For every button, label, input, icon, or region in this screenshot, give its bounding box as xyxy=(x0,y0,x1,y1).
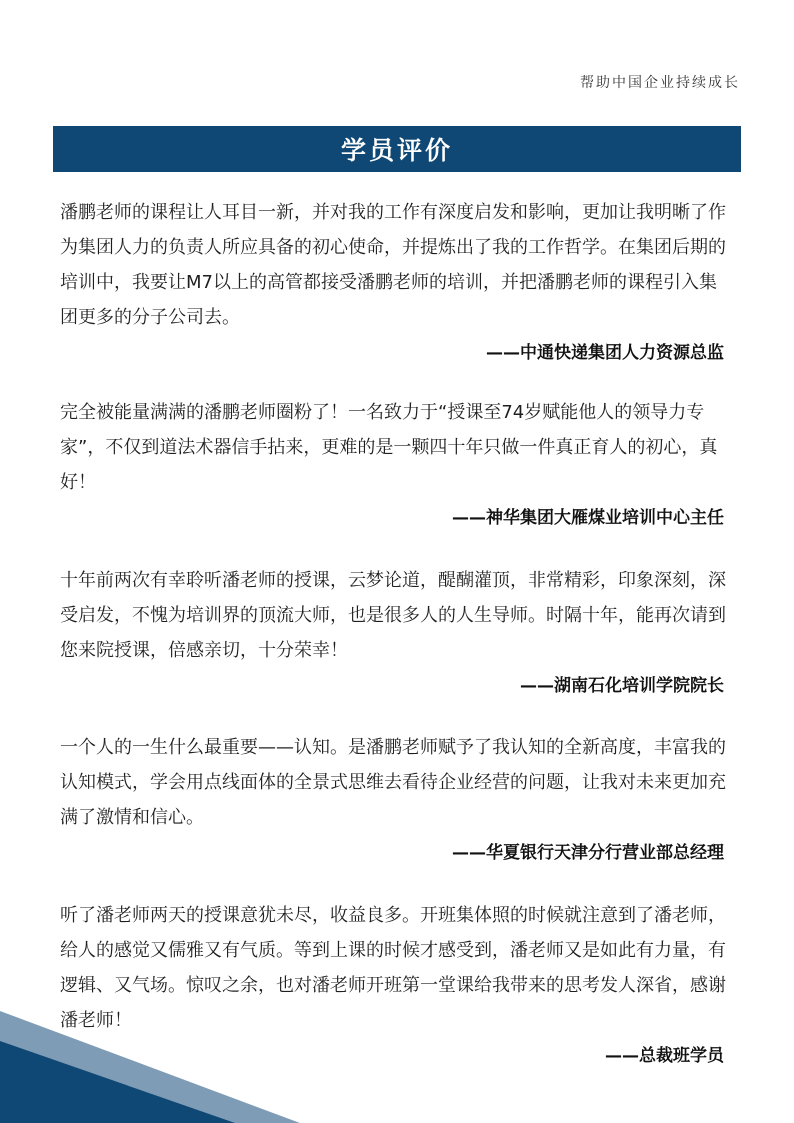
tagline: 帮助中国企业持续成长 xyxy=(580,75,740,91)
review-item xyxy=(60,195,732,365)
review-quote: 十年前两次有幸聆听潘老师的授课，云梦论道，醍醐灌顶，非常精彩，印象深刻，深受启发，不愧为培训界的顶流大师，也是很多人的人生导师。时隔十年，能再次请到您来院授课，倍感亲切，十分荣幸！ xyxy=(60,570,726,661)
review-item xyxy=(60,730,732,865)
review-quote: 完全被能量满满的潘鹏老师圈粉了！一名致力于“授课至74岁赋能他人的领导力专家”，不仅到道法术器信手拈来，更难的是一颗四十年只做一件真正育人的初心，真好！ xyxy=(60,402,718,493)
review-quote: 潘鹏老师的课程让人耳目一新，并对我的工作有深度启发和影响，更加让我明晰了作为集团人力的负责人所应具备的初心使命，并提炼出了我的工作哲学。在集团后期的培训中，我要让M7以上的高管都接受潘鹏老师的培训，并把潘鹏老师的课程引入集团更多的分子公司去。 xyxy=(60,202,726,328)
review-author: ——湖南石化培训学院院长 xyxy=(520,676,724,696)
review-author: ——中通快递集团人力资源总监 xyxy=(486,343,724,363)
review-quote: 一个人的一生什么最重要——认知。是潘鹏老师赋予了我认知的全新高度，丰富我的认知模式，学会用点线面体的全景式思维去看待企业经营的问题，让我对未来更加充满了激情和信心。 xyxy=(60,737,726,828)
review-item xyxy=(60,563,732,698)
review-author: ——神华集团大雁煤业培训中心主任 xyxy=(452,508,724,528)
review-item xyxy=(60,395,732,530)
review-author: ——华夏银行天津分行营业部总经理 xyxy=(452,843,724,863)
section-title: 学员评价 xyxy=(340,136,453,165)
review-quote: 听了潘老师两天的授课意犹未尽，收益良多。开班集体照的时候就注意到了潘老师，给人的感觉又儒雅又有气质。等到上课的时候才感受到，潘老师又是如此有力量，有逻辑、又气场。惊叹之余，也对潘老师开班第一堂课给我带来的思考发人深省，感谢潘老师！ xyxy=(60,905,726,1031)
review-author: ——总裁班学员 xyxy=(605,1046,724,1066)
corner-decoration xyxy=(0,1011,300,1123)
